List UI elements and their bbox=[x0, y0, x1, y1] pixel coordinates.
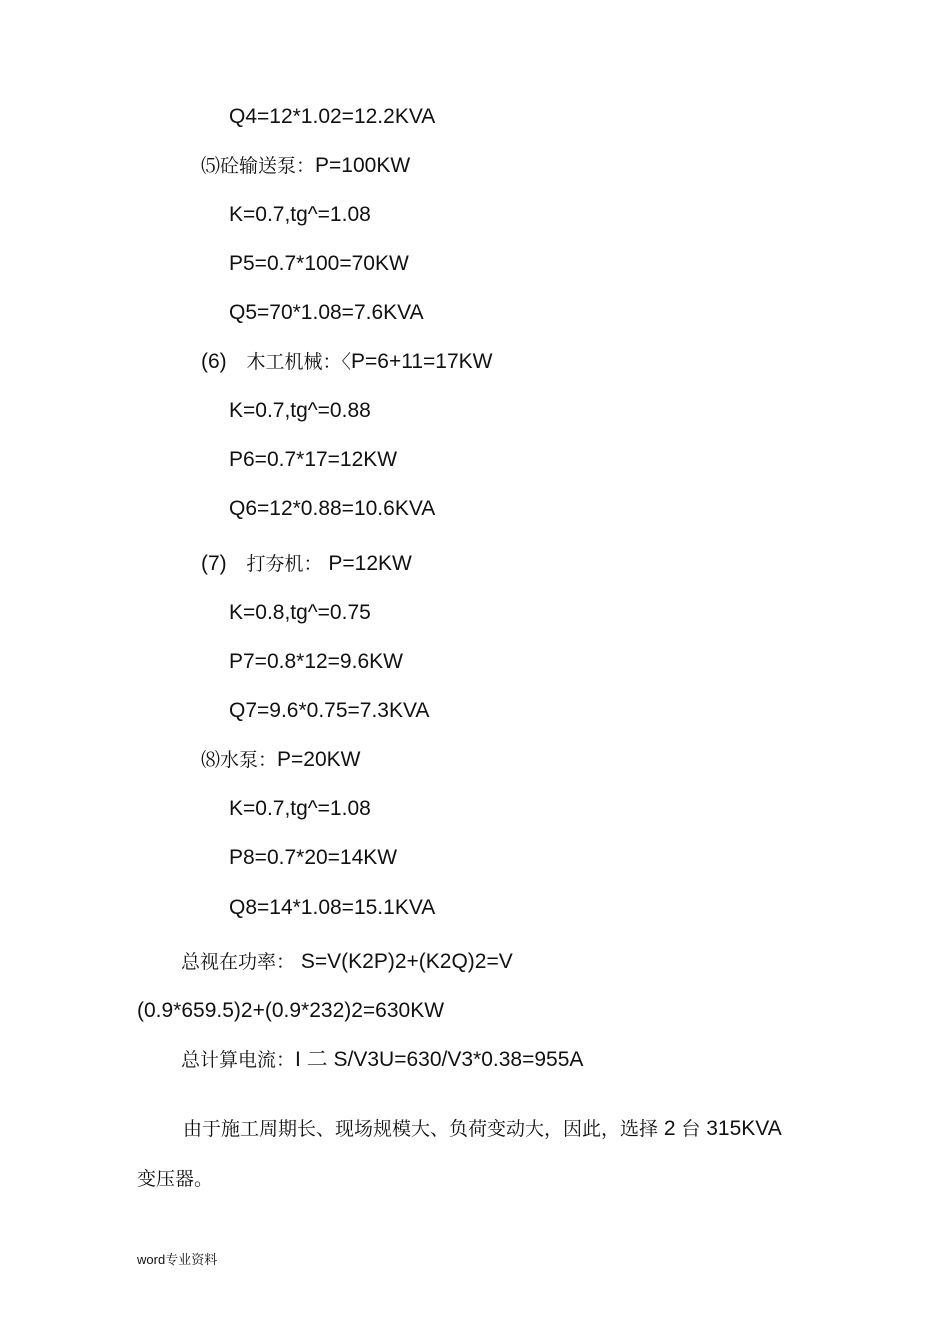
text-line-apparent-power-cont: (0.9*659.5)2+(0.9*232)2=630KW bbox=[137, 999, 445, 1022]
text-line-item6-heading: (6) 木工机械：〈P=6+11=17KW bbox=[201, 350, 493, 373]
text-line-conclusion-cont: 变压器。 bbox=[137, 1168, 214, 1190]
text-line-p5: P5=0.7*100=70KW bbox=[229, 252, 409, 275]
text-line-k5: K=0.7,tg^=1.08 bbox=[229, 203, 371, 226]
text-line-total-current: 总计算电流：I 二 S/V3U=630/V3*0.38=955A bbox=[181, 1048, 584, 1071]
text-line-p8: P8=0.7*20=14KW bbox=[229, 846, 398, 869]
text-line-k8: K=0.7,tg^=1.08 bbox=[229, 797, 371, 820]
text-line-item5-heading: ⑸砼输送泵：P=100KW bbox=[201, 154, 411, 177]
text-line-item7-heading: (7) 打夯机： P=12KW bbox=[201, 552, 412, 575]
text-line-conclusion: 由于施工周期长、现场规模大、负荷变动大，因此，选择 2 台 315KVA bbox=[183, 1117, 782, 1140]
text-line-k6: K=0.7,tg^=0.88 bbox=[229, 399, 371, 422]
text-line-k7: K=0.8,tg^=0.75 bbox=[229, 601, 371, 624]
text-line-p6: P6=0.7*17=12KW bbox=[229, 448, 398, 471]
text-line-q5: Q5=70*1.08=7.6KVA bbox=[229, 301, 424, 324]
text-line-p7: P7=0.8*12=9.6KW bbox=[229, 650, 403, 673]
text-line-q8: Q8=14*1.08=15.1KVA bbox=[229, 896, 436, 919]
text-line-q6: Q6=12*0.88=10.6KVA bbox=[229, 497, 436, 520]
text-line-item8-heading: ⑻水泵：P=20KW bbox=[201, 748, 361, 771]
text-line-q7: Q7=9.6*0.75=7.3KVA bbox=[229, 699, 430, 722]
text-line-apparent-power: 总视在功率： S=V(K2P)2+(K2Q)2=V bbox=[181, 950, 513, 973]
text-line-q4: Q4=12*1.02=12.2KVA bbox=[229, 105, 436, 128]
page-footer: word专业资料 bbox=[137, 1252, 218, 1268]
